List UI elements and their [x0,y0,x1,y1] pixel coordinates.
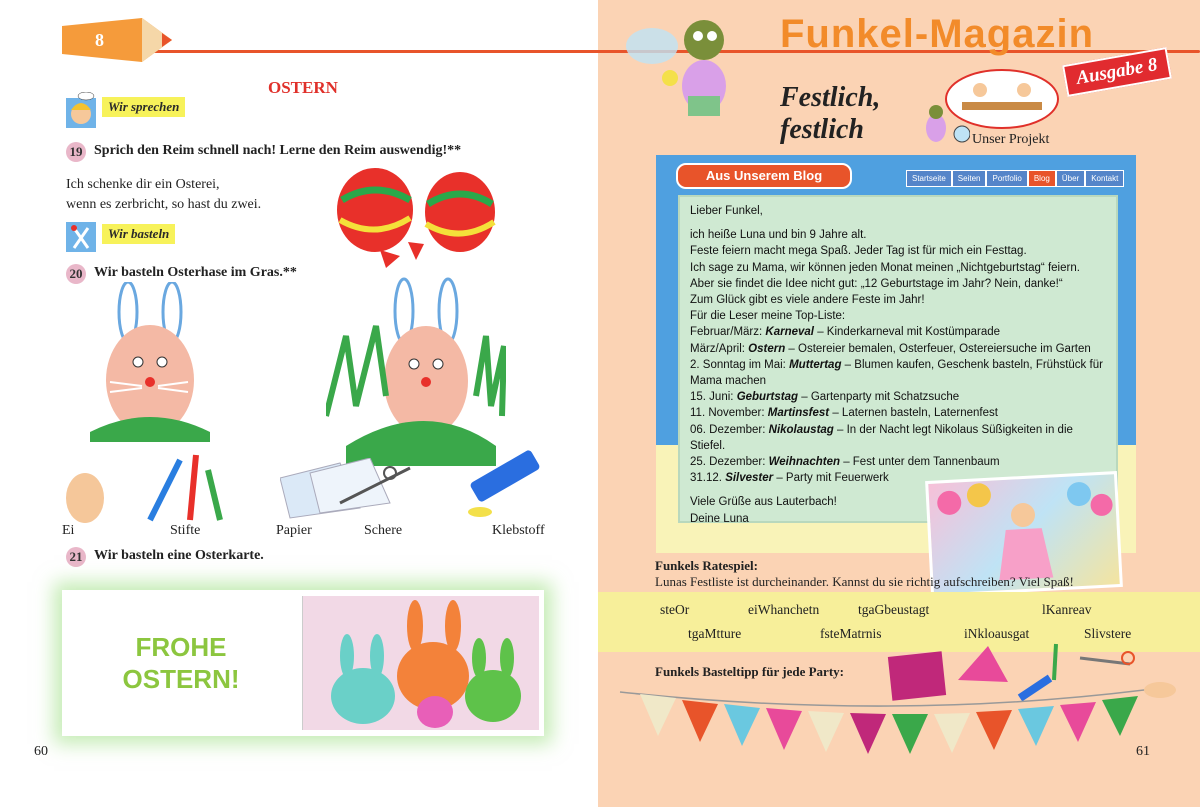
material-label-ei: Ei [62,523,75,538]
section-tag-sprechen: Wir sprechen [102,97,185,117]
fest-entry: 11. November: Martinsfest – Laternen basteln, Laternenfest [690,407,998,420]
scrambled-word: steOr [660,602,690,617]
broken-easter-egg-illustration [320,160,510,275]
quiz-instruction: Lunas Festliste ist durcheinander. Kannst du sie richtig aufschreiben? Viel Spaß! [655,574,1074,589]
headline-line-2: festlich [780,114,864,145]
headline-line-1: Festlich, [780,82,881,113]
bunny-drawing-illustration [303,596,539,730]
easter-bunny-egg-illustration [80,282,220,442]
headline [780,82,880,146]
letter-intro-line: Zum Glück gibt es viele andere Feste im Jahr! [690,294,925,307]
letter-intro-line: Feste feiern macht mega Spaß. Jeder Tag ist für mich ein Festtag. [690,245,1027,258]
task-19-instruction: Sprich den Reim schnell nach! Lerne den Reim auswendig!** [94,143,462,158]
material-label-schere: Schere [364,523,403,538]
fest-entry: März/April: Ostern – Ostereier bemalen, Osterfeuer, Ostereiersuche im Garten [690,342,1091,355]
fest-entry: 25. Dezember: Weihnachten – Fest unter dem Tannenbaum [690,456,1000,469]
fest-entry: 2. Sonntag im Mai: Muttertag – Blumen kaufen, Geschenk basteln, Frühstück für Mama machen [690,358,1103,388]
fest-entry: 15. Juni: Geburtstag – Gartenparty mit Schatzsuche [690,391,960,404]
letter-intro-line: ich heiße Luna und bin 9 Jahre alt. [690,229,867,242]
task-number-19: 19 [66,142,86,162]
task-21-instruction: Wir basteln eine Osterkarte. [94,548,264,563]
letter-intro-line: Für die Leser meine Top-Liste: [690,310,846,323]
blog-navigation [906,170,1124,187]
page-title: OSTERN [268,78,338,97]
funkel-mascot-small-icon [914,104,970,150]
fest-entry: 31.12. Silvester – Party mit Feuerwerk [690,472,889,485]
speaking-child-icon [66,92,96,128]
nav-blog[interactable]: Blog [1028,170,1056,187]
nav-seiten[interactable]: Seiten [952,170,987,187]
glue-tube-icon [450,450,550,520]
letter-closing: Viele Grüße aus Lauterbach! [690,496,837,509]
letter-signature: Deine Luna [690,512,749,525]
issue-badge: Ausgabe 8 [1062,47,1172,97]
fest-entry: Februar/März: Karneval – Kinderkarneval mit Kostümparade [690,326,1001,339]
egg-icon [62,468,108,524]
letter-intro-line: Aber sie findet die Idee nicht gut: „12 Geburtstage im Jahr? Nein, danke!“ [690,277,1063,290]
rhyme-line-1: Ich schenke dir ein Osterei, [66,177,220,192]
quiz-title: Funkels Ratespiel: [655,558,758,573]
fest-entry: 06. Dezember: Nikolaustag – In der Nacht legt Nikolaus Süßigkeiten in die Stiefel. [690,423,1073,452]
easter-card [62,590,544,736]
card-greeting-line-1: FROHE [135,632,227,662]
page-number-left: 60 [34,744,48,759]
task-20-instruction: Wir basteln Osterhase im Gras.** [94,265,297,280]
material-label-papier: Papier [276,523,312,538]
nav-ueber[interactable]: Über [1056,170,1085,187]
rhyme-line-2: wenn es zerbricht, so hast du zwei. [66,197,262,212]
magazine-title: Funkel-Magazin [780,12,1095,56]
card-greeting-line-2: OSTERN! [122,664,240,694]
nav-kontakt[interactable]: Kontakt [1085,170,1124,187]
material-label-stifte: Stifte [170,523,201,538]
pencil-icon [62,18,172,62]
rhyme-text [66,175,261,215]
pencils-icon [140,450,230,530]
section-tag-basteln: Wir basteln [102,224,175,244]
chapter-number: 8 [95,30,104,50]
scrambled-word: eiWhanchetn [748,602,820,617]
blog-title: Aus Unserem Blog [676,163,852,189]
scrambled-word: iNkloausgat [964,626,1030,641]
task-number-20: 20 [66,264,86,284]
task-number-21: 21 [66,547,86,567]
party-bunting-garland-illustration [600,680,1200,760]
easter-card-drawing [302,596,539,730]
project-label: Unser Projekt [972,132,1050,147]
letter-intro-line: Ich sage zu Mama, wir können jeden Monat meinen „Nichtgeburtstag“ feiern. [690,261,1080,274]
scissors-crafting-icon [66,218,96,252]
page-number-right: 61 [1136,744,1150,759]
material-label-klebstoff: Klebstoff [492,523,545,538]
paper-and-scissors-icon [280,458,420,520]
scrambled-word: fsteMatrnis [820,626,882,641]
funkel-firefly-mascot-illustration [624,6,744,122]
craft-tip-title: Funkels Basteltipp für jede Party: [655,664,844,679]
scrambled-word: lKanreav [1042,602,1092,617]
easter-card-front [62,590,300,736]
nav-startseite[interactable]: Startseite [906,170,952,187]
letter-greeting: Lieber Funkel, [690,205,763,217]
easter-bunny-in-grass-illustration [326,276,506,466]
scrambled-word: tgaMtture [688,626,742,641]
nav-portfolio[interactable]: Portfolio [986,170,1027,187]
scrambled-word: Slivstere [1084,626,1132,641]
scrambled-word: tgaGbeustagt [858,602,930,617]
